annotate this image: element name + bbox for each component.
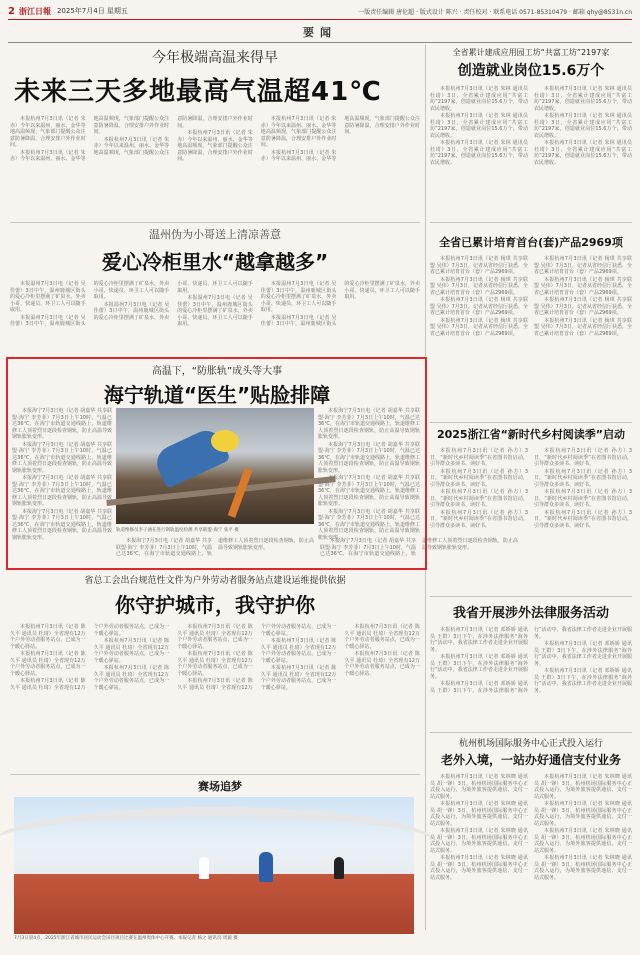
right-story-b bbox=[430, 234, 632, 426]
wenzhou-story bbox=[10, 226, 420, 354]
story-a-body: 本报杭州7月3日讯（记者 朱林 通讯员 杜琦）3日，全省累计建成应用“共富工坊”2197家，创造就业岗位15.6万个，带动农民增收。 本报杭州7月3日讯（记者 朱林 通讯员 杜琦）3日，全省累计建成应用“共富工坊”2197家，创造就业岗位15.6万个，带动农民增收。 本报杭州7月3日讯（记者 朱林 通讯员 杜琦）3日，全省累计建成应用“共富工坊”2197家，创造就业岗位15.6万个，带动农民增收。 本报杭州7月3日讯（记者 朱林 通讯员 杜琦）3日，全省累计建成应用“共富工坊”2197家，创造就业岗位15.6万个，带动农民增收。 本报杭州7月3日讯（记者 朱林 通讯员 杜琦）3日，全省累计建成应用“共富工坊”2197家，创造就业岗位15.6万个，带动农民增收。 本报杭州7月3日讯（记者 朱林 通讯员 杜琦）3日，全省累计建成应用“共富工坊”2197家，创造就业岗位15.6万个，带动农民增收。 bbox=[430, 86, 632, 166]
story-e-body: 本报杭州7月3日讯（记者 朱林晓 通讯员 胡一锋）3日，杭州机场国际服务中心正式投入运行，为境外旅客提供通信、支付一站式服务。 本报杭州7月3日讯（记者 朱林晓 通讯员 胡一锋）3日，杭州机场国际服务中心正式投入运行，为境外旅客提供通信、支付一站式服务。 本报杭州7月3日讯（记者 朱林晓 通讯员 胡一锋）3日，杭州机场国际服务中心正式投入运行，为境外旅客提供通信、支付一站式服务。 本报杭州7月3日讯（记者 朱林晓 通讯员 胡一锋）3日，杭州机场国际服务中心正式投入运行，为境外旅客提供通信、支付一站式服务。 本报杭州7月3日讯（记者 朱林晓 通讯员 胡一锋）3日，杭州机场国际服务中心正式投入运行，为境外旅客提供通信、支付一站式服务。 本报杭州7月3日讯（记者 朱林晓 通讯员 胡一锋）3日，杭州机场国际服务中心正式投入运行，为境外旅客提供通信、支付一站式服务。 本报杭州7月3日讯（记者 朱林晓 通讯员 胡一锋）3日，杭州机场国际服务中心正式投入运行，为境外旅客提供通信、支付一站式服务。 本报杭州7月3日讯（记者 朱林晓 通讯员 胡一锋）3日，杭州机场国际服务中心正式投入运行，为境外旅客提供通信、支付一站式服务。 bbox=[430, 774, 632, 881]
story-d-body: 本报杭州7月3日讯（记者 邓娇娇 通讯员 王群）3日下午，在涉外法律服务“海外行”活动中，我省法律工作者走进企业开展服务。 本报杭州7月3日讯（记者 邓娇娇 通讯员 王群）3日下午，在涉外法律服务“海外行”活动中，我省法律工作者走进企业开展服务。 本报杭州7月3日讯（记者 邓娇娇 通讯员 王群）3日下午，在涉外法律服务“海外行”活动中，我省法律工作者走进企业开展服务。 本报杭州7月3日讯（记者 邓娇娇 通讯员 王群）3日下午，在涉外法律服务“海外行”活动中，我省法律工作者走进企业开展服务。 本报杭州7月3日讯（记者 邓娇娇 通讯员 王群）3日下午，在涉外法律服务“海外行”活动中，我省法律工作者走进企业开展服务。 bbox=[430, 627, 632, 694]
runner bbox=[334, 857, 344, 879]
runner bbox=[199, 857, 209, 879]
story-b-headline: 全省已累计培育首台(套)产品2969项 bbox=[439, 236, 623, 249]
union-story bbox=[10, 573, 420, 773]
story-c-headline: 2025浙江省“新时代乡村阅读季”启动 bbox=[436, 428, 626, 441]
haining-body-bottom: 本报海宁7月3日电（记者 胡嘉华 共享联盟·海宁 李芳菲）7月3日上午10时，气温已达36℃，在海宁市轨道交通线路上，轨道维修工人顶着烈日逐段检查钢轨，防止高温导致钢轨胀轨变形。 本报海宁7月3日电（记者 胡嘉华 共享联盟·海宁 李芳菲）7月3日上午10时，气温已达36℃，在海宁市轨道交通线路上，轨道维修工人顶着烈日逐段检查钢轨，防止高温导致钢轨胀轨变形。 bbox=[116, 538, 518, 557]
page-header bbox=[8, 4, 632, 18]
story-e-kicker: 杭州机场国际服务中心正式投入运行 bbox=[458, 739, 603, 749]
stadium-photo bbox=[14, 797, 414, 934]
staff-credits: 一版责任编辑 唐伦超 · 版式设计 陈兴 · 责任校对 · 联系电话 0571-85310479 · 邮箱 qhy@8531n.cn bbox=[358, 8, 632, 16]
divider bbox=[430, 732, 632, 733]
header-rule bbox=[8, 19, 632, 20]
haining-story bbox=[12, 362, 518, 566]
story-c-body: 本报杭州7月3日讯（记者 孙方）3日，“新时代乡村阅读季”在省图书馆启动，引导群众多读书、读好书。 本报杭州7月3日讯（记者 孙方）3日，“新时代乡村阅读季”在省图书馆启动，引导群众多读书、读好书。 本报杭州7月3日讯（记者 孙方）3日，“新时代乡村阅读季”在省图书馆启动，引导群众多读书、读好书。 本报杭州7月3日讯（记者 孙方）3日，“新时代乡村阅读季”在省图书馆启动，引导群众多读书、读好书。 本报杭州7月3日讯（记者 孙方）3日，“新时代乡村阅读季”在省图书馆启动，引导群众多读书、读好书。 本报杭州7月3日讯（记者 孙方）3日，“新时代乡村阅读季”在省图书馆启动，引导群众多读书、读好书。 本报杭州7月3日讯（记者 孙方）3日，“新时代乡村阅读季”在省图书馆启动，引导群众多读书、读好书。 本报杭州7月3日讯（记者 孙方）3日，“新时代乡村阅读季”在省图书馆启动，引导群众多读书、读好书。 bbox=[430, 448, 632, 529]
issue-date: 2025年7月4日 星期五 bbox=[56, 7, 128, 15]
section-title: 要闻 bbox=[303, 26, 337, 39]
divider bbox=[430, 596, 632, 597]
lead-kicker: 今年极端高温来得早 bbox=[152, 50, 278, 66]
union-body: 本报杭州7月3日讯（记者 陈久平 通讯员 杜琦）全省现有12万个户外劳动者服务站点，已成为一个暖心驿站。 本报杭州7月3日讯（记者 陈久平 通讯员 杜琦）全省现有12万个户外劳动者服务站点，已成为一个暖心驿站。 本报杭州7月3日讯（记者 陈久平 通讯员 杜琦）全省现有12万个户外劳动者服务站点，已成为一个暖心驿站。 本报杭州7月3日讯（记者 陈久平 通讯员 杜琦）全省现有12万个户外劳动者服务站点，已成为一个暖心驿站。 本报杭州7月3日讯（记者 陈久平 通讯员 杜琦）全省现有12万个户外劳动者服务站点，已成为一个暖心驿站。 本报杭州7月3日讯（记者 陈久平 通讯员 杜琦）全省现有12万个户外劳动者服务站点，已成为一个暖心驿站。 本报杭州7月3日讯（记者 陈久平 通讯员 杜琦）全省现有12万个户外劳动者服务站点，已成为一个暖心驿站。 本报杭州7月3日讯（记者 陈久平 通讯员 杜琦）全省现有12万个户外劳动者服务站点，已成为一个暖心驿站。 本报杭州7月3日讯（记者 陈久平 通讯员 杜琦）全省现有12万个户外劳动者服务站点，已成为一个暖心驿站。 本报杭州7月3日讯（记者 陈久平 通讯员 杜琦）全省现有12万个户外劳动者服务站点，已成为一个暖心驿站。 本报杭州7月3日讯（记者 陈久平 通讯员 杜琦）全省现有12万个户外劳动者服务站点，已成为一个暖心驿站。 本报杭州7月3日讯（记者 陈久平 通讯员 杜琦）全省现有12万个户外劳动者服务站点，已成为一个暖心驿站。 bbox=[10, 624, 420, 691]
story-e-headline: 老外入境，一站办好通信支付业务 bbox=[440, 753, 621, 767]
divider bbox=[10, 774, 420, 775]
page-number: 2 bbox=[8, 5, 15, 17]
sports-caption: 7月3日晨4点，2025年浙江省城市居民运动会田径项目比赛在温州奥体中心开赛。本报记者 杨之 通讯员 周毅 摄 bbox=[14, 936, 238, 941]
right-story-a bbox=[430, 47, 632, 206]
wenzhou-body: 本报温州7月3日电（记者 吴佳蕾）3日中午，温州鹿城区街头的爱心冷柜里摆满了矿泉水，外卖小哥、快递员、环卫工人可以随手取用。 本报温州7月3日电（记者 吴佳蕾）3日中午，温州鹿城区街头的爱心冷柜里摆满了矿泉水，外卖小哥、快递员、环卫工人可以随手取用。 本报温州7月3日电（记者 吴佳蕾）3日中午，温州鹿城区街头的爱心冷柜里摆满了矿泉水，外卖小哥、快递员、环卫工人可以随手取用。 本报温州7月3日电（记者 吴佳蕾）3日中午，温州鹿城区街头的爱心冷柜里摆满了矿泉水，外卖小哥、快递员、环卫工人可以随手取用。 本报温州7月3日电（记者 吴佳蕾）3日中午，温州鹿城区街头的爱心冷柜里摆满了矿泉水，外卖小哥、快递员、环卫工人可以随手取用。 本报温州7月3日电（记者 吴佳蕾）3日中午，温州鹿城区街头的爱心冷柜里摆满了矿泉水，外卖小哥、快递员、环卫工人可以随手取用。 bbox=[10, 281, 420, 327]
section-rule bbox=[8, 42, 632, 43]
paper-logo: 浙江日報 bbox=[18, 6, 51, 16]
divider bbox=[430, 222, 632, 223]
rail-maintenance-photo bbox=[116, 408, 314, 524]
sports-headline: 赛场追梦 bbox=[198, 780, 242, 793]
haining-body-right: 本报海宁7月3日电（记者 胡嘉华 共享联盟·海宁 李芳菲）7月3日上午10时，气温已达36℃，在海宁市轨道交通线路上，轨道维修工人顶着烈日逐段检查钢轨，防止高温导致钢轨胀轨变形。 本报海宁7月3日电（记者 胡嘉华 共享联盟·海宁 李芳菲）7月3日上午10时，气温已达36℃，在海宁市轨道交通线路上，轨道维修工人顶着烈日逐段检查钢轨，防止高温导致钢轨胀轨变形。 本报海宁7月3日电（记者 胡嘉华 共享联盟·海宁 李芳菲）7月3日上午10时，气温已达36℃，在海宁市轨道交通线路上，轨道维修工人顶着烈日逐段检查钢轨，防止高温导致钢轨胀轨变形。 本报海宁7月3日电（记者 胡嘉华 共享联盟·海宁 李芳菲）7月3日上午10时，气温已达36℃，在海宁市轨道交通线路上，轨道维修工人顶着烈日逐段检查钢轨，防止高温导致钢轨胀轨变形。 bbox=[318, 408, 420, 541]
haining-headline: 海宁轨道“医生”贴脸排障 bbox=[103, 383, 331, 407]
haining-body-left: 本报海宁7月3日电（记者 胡嘉华 共享联盟·海宁 李芳菲）7月3日上午10时，气温已达36℃，在海宁市轨道交通线路上，轨道维修工人顶着烈日逐段检查钢轨，防止高温导致钢轨胀轨变形。 本报海宁7月3日电（记者 胡嘉华 共享联盟·海宁 李芳菲）7月3日上午10时，气温已达36℃，在海宁市轨道交通线路上，轨道维修工人顶着烈日逐段检查钢轨，防止高温导致钢轨胀轨变形。 本报海宁7月3日电（记者 胡嘉华 共享联盟·海宁 李芳菲）7月3日上午10时，气温已达36℃，在海宁市轨道交通线路上，轨道维修工人顶着烈日逐段检查钢轨，防止高温导致钢轨胀轨变形。 本报海宁7月3日电（记者 胡嘉华 共享联盟·海宁 李芳菲）7月3日上午10时，气温已达36℃，在海宁市轨道交通线路上，轨道维修工人顶着烈日逐段检查钢轨，防止高温导致钢轨胀轨变形。 bbox=[12, 408, 113, 541]
wenzhou-kicker: 温州伪为小哥送上清凉善意 bbox=[149, 228, 281, 241]
lead-body: 本报杭州7月3日讯（记者 朱赤）今年以来温州、丽水、金华等地高温频现，气象部门提醒公众注意防暑降温，合理安排户外作业时间。 本报杭州7月3日讯（记者 朱赤）今年以来温州、丽水、金华等地高温频现，气象部门提醒公众注意防暑降温，合理安排户外作业时间。 本报杭州7月3日讯（记者 朱赤）今年以来温州、丽水、金华等地高温频现，气象部门提醒公众注意防暑降温，合理安排户外作业时间。 本报杭州7月3日讯（记者 朱赤）今年以来温州、丽水、金华等地高温频现，气象部门提醒公众注意防暑降温，合理安排户外作业时间。 本报杭州7月3日讯（记者 朱赤）今年以来温州、丽水、金华等地高温频现，气象部门提醒公众注意防暑降温，合理安排户外作业时间。 本报杭州7月3日讯（记者 朱赤）今年以来温州、丽水、金华等地高温频现，气象部门提醒公众注意防暑降温，合理安排户外作业时间。 bbox=[10, 116, 420, 162]
story-b-body: 本报杭州7月3日讯（记者 杨琪 共享联盟 吴伟）7月3日，记者从省经信厅获悉，全省已累计培育首台（套）产品2969项。 本报杭州7月3日讯（记者 杨琪 共享联盟 吴伟）7月3日，记者从省经信厅获悉，全省已累计培育首台（套）产品2969项。 本报杭州7月3日讯（记者 杨琪 共享联盟 吴伟）7月3日，记者从省经信厅获悉，全省已累计培育首台（套）产品2969项。 本报杭州7月3日讯（记者 杨琪 共享联盟 吴伟）7月3日，记者从省经信厅获悉，全省已累计培育首台（套）产品2969项。 本报杭州7月3日讯（记者 杨琪 共享联盟 吴伟）7月3日，记者从省经信厅获悉，全省已累计培育首台（套）产品2969项。 本报杭州7月3日讯（记者 杨琪 共享联盟 吴伟）7月3日，记者从省经信厅获悉，全省已累计培育首台（套）产品2969项。 本报杭州7月3日讯（记者 杨琪 共享联盟 吴伟）7月3日，记者从省经信厅获悉，全省已累计培育首台（套）产品2969项。 本报杭州7月3日讯（记者 杨琪 共享联盟 吴伟）7月3日，记者从省经信厅获悉，全省已累计培育首台（套）产品2969项。 bbox=[430, 256, 632, 337]
divider bbox=[10, 222, 420, 223]
haining-kicker: 高温下，“防胀轨”成头等大事 bbox=[151, 366, 283, 377]
lead-story bbox=[10, 47, 420, 162]
wenzhou-headline: 爱心冷柜里水“越拿越多” bbox=[101, 250, 329, 274]
story-a-kicker: 全省累计建成应用园工坊“共富工坊”2197家 bbox=[452, 48, 610, 57]
right-story-c bbox=[430, 426, 632, 602]
union-headline: 你守护城市，我守护你 bbox=[115, 593, 315, 617]
haining-photo-caption: 轨道维修员李子涵在进行钢轨温度检测 共享联盟·海宁 张平 摄 bbox=[116, 528, 239, 533]
story-a-headline: 创造就业岗位15.6万个 bbox=[457, 63, 605, 79]
divider bbox=[430, 422, 632, 423]
lead-headline: 未来三天多地最高气温超41℃ bbox=[14, 77, 382, 107]
right-story-e bbox=[430, 736, 632, 944]
right-story-d bbox=[430, 602, 632, 731]
runner bbox=[259, 852, 273, 882]
union-kicker: 省总工会出台规范性文件为户外劳动者服务站点建设运维提供依据 bbox=[84, 576, 346, 586]
story-d-headline: 我省开展涉外法律服务活动 bbox=[452, 606, 609, 621]
